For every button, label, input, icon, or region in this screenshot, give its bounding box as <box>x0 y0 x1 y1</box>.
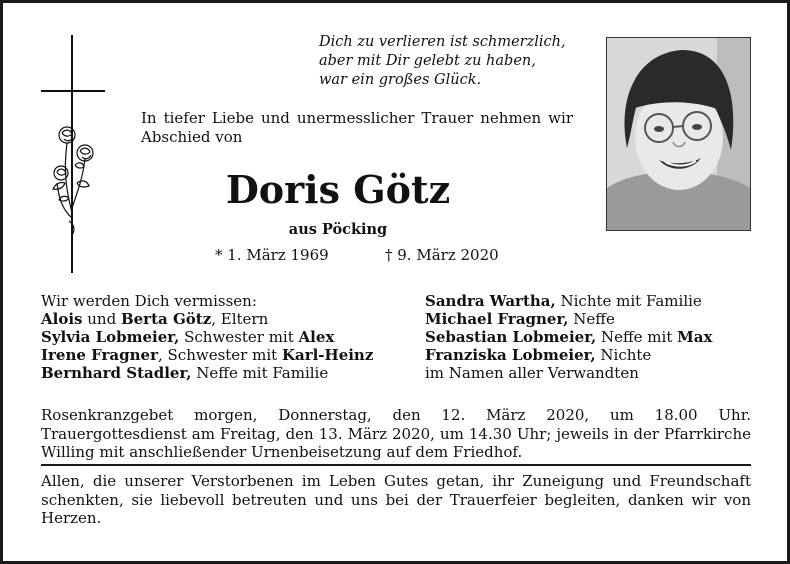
mourner-name: Irene Fragner <box>41 346 158 364</box>
birth-date: * 1. März 1969 <box>215 246 329 264</box>
death-date: † 9. März 2020 <box>385 246 499 264</box>
mourner-line <box>41 364 373 382</box>
mourner-relation: Neffe mit Familie <box>191 364 329 382</box>
mourner-line <box>41 292 373 310</box>
mourner-relation: Nichte mit Familie <box>555 292 702 310</box>
mourner-relation: und <box>82 310 121 328</box>
mourner-line <box>425 346 712 364</box>
mourner-relation: Wir werden Dich vermissen: <box>41 292 257 310</box>
mourner-relation: Neffe <box>568 310 615 328</box>
mourner-name: Max <box>677 328 713 346</box>
mourner-line <box>41 346 373 364</box>
mourner-relation: , Eltern <box>211 310 269 328</box>
mourner-name: Berta Götz <box>120 310 212 328</box>
cross-with-roses-icon <box>39 33 109 277</box>
mourners-list-left <box>41 292 373 382</box>
mourners-list-right <box>425 292 712 382</box>
thanks-text: Allen, die unserer Verstorbenen im Leben Gutes getan, ihr Zuneigung und Freundschaft schenkten, sie liebevoll betreuten und uns bei der Trauerfeier begleiten, danken wir von Herzen. <box>41 472 751 527</box>
mourner-line <box>41 310 373 328</box>
mourner-name: Franziska Lobmeier, <box>425 346 596 364</box>
mourner-name: Michael Fragner, <box>425 310 569 328</box>
mourner-name: Sebastian Lobmeier, <box>425 328 597 346</box>
mourner-name: Sylvia Lobmeier, <box>41 328 180 346</box>
memorial-poem: Dich zu verlieren ist schmerzlich, aber mit Dir gelebt zu haben, war ein großes Glück. <box>319 34 566 88</box>
service-details: Rosenkranzgebet morgen, Donnerstag, den 12. März 2020, um 18.00 Uhr. Trauergottesdienst am Freitag, den 13. März 2020, um 14.30 Uhr; jeweils in der Pfarrkirche Willing mit anschließender Urnenbeisetzung auf dem Friedhof. <box>41 406 751 461</box>
mourner-line <box>425 364 712 382</box>
divider <box>41 464 751 466</box>
mourner-name: Alois <box>41 310 83 328</box>
mourner-name: Alex <box>298 328 335 346</box>
mourner-name: Sandra Wartha, <box>425 292 556 310</box>
mourner-name: Bernhard Stadler, <box>41 364 192 382</box>
mourner-line <box>425 328 712 346</box>
mourner-line <box>425 310 712 328</box>
mourner-line <box>425 292 712 310</box>
mourner-relation: Neffe mit <box>596 328 678 346</box>
mourner-relation: Nichte <box>595 346 652 364</box>
portrait-photo <box>606 37 751 231</box>
mourner-relation: im Namen aller Verwandten <box>425 364 639 382</box>
deceased-name: Doris Götz <box>225 167 451 212</box>
mourner-line <box>41 328 373 346</box>
mourner-relation: Schwester mit <box>179 328 299 346</box>
mourner-name: Karl-Heinz <box>281 346 374 364</box>
intro-text: In tiefer Liebe und unermesslicher Trauer nehmen wir Abschied von <box>141 109 573 146</box>
mourner-relation: , Schwester mit <box>157 346 282 364</box>
deceased-origin: aus Pöcking <box>288 221 388 238</box>
